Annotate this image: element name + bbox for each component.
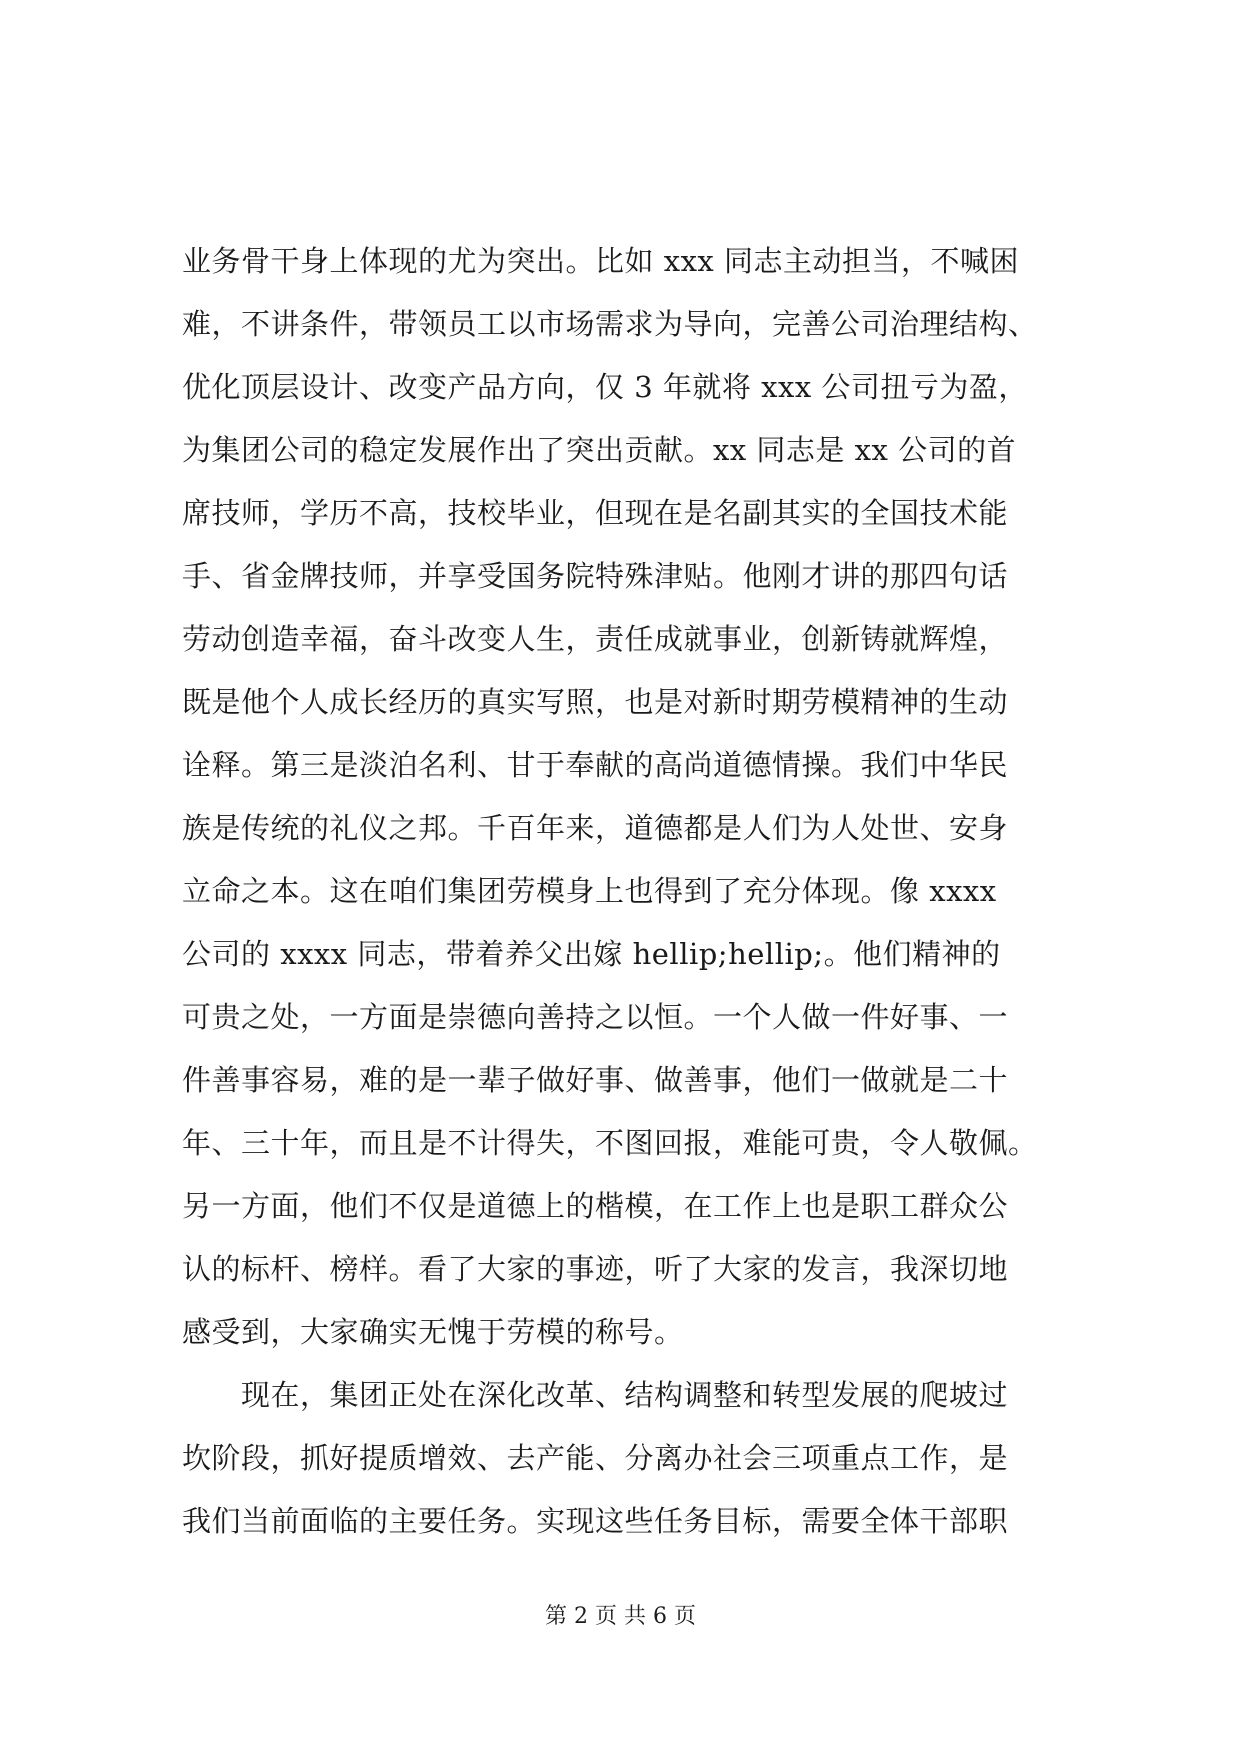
text-line: 难，不讲条件，带领员工以市场需求为导向，完善公司治理结构、 (182, 307, 1038, 341)
text-line: 坎阶段，抓好提质增效、去产能、分离办社会三项重点工作，是 (182, 1441, 1009, 1475)
text-line: 现在，集团正处在深化改革、结构调整和转型发展的爬坡过 (182, 1378, 1009, 1412)
body-text (182, 230, 1082, 1553)
text-line: 感受到，大家确实无愧于劳模的称号。 (182, 1315, 684, 1349)
text-line: 优化顶层设计、改变产品方向，仅 3 年就将 xxx 公司扭亏为盈， (182, 370, 1028, 404)
text-line: 劳动创造幸福，奋斗改变人生，责任成就事业，创新铸就辉煌， (182, 622, 1009, 656)
text-line: 族是传统的礼仪之邦。千百年来，道德都是人们为人处世、安身 (182, 811, 1009, 845)
text-line: 年、三十年，而且是不计得失，不图回报，难能可贵，令人敬佩。 (182, 1126, 1038, 1160)
text-line: 件善事容易，难的是一辈子做好事、做善事，他们一做就是二十 (182, 1063, 1009, 1097)
text-line: 为集团公司的稳定发展作出了突出贡献。xx 同志是 xx 公司的首 (182, 433, 1017, 467)
text-line: 我们当前面临的主要任务。实现这些任务目标，需要全体干部职 (182, 1504, 1009, 1538)
text-line: 可贵之处，一方面是崇德向善持之以恒。一个人做一件好事、一 (182, 1000, 1009, 1034)
text-line: 既是他个人成长经历的真实写照，也是对新时期劳模精神的生动 (182, 685, 1009, 719)
page-footer: 第 2 页 共 6 页 (545, 1604, 696, 1629)
text-line: 立命之本。这在咱们集团劳模身上也得到了充分体现。像 xxxx (182, 874, 997, 908)
text-line: 另一方面，他们不仅是道德上的楷模，在工作上也是职工群众公 (182, 1189, 1009, 1223)
text-line: 认的标杆、榜样。看了大家的事迹，听了大家的发言，我深切地 (182, 1252, 1009, 1286)
text-line: 业务骨干身上体现的尤为突出。比如 xxx 同志主动担当，不喊困 (182, 244, 1020, 278)
text-line: 公司的 xxxx 同志，带着养父出嫁 hellip;hellip;。他们精神的 (182, 937, 1001, 971)
text-line: 诠释。第三是淡泊名利、甘于奉献的高尚道德情操。我们中华民 (182, 748, 1009, 782)
text-line: 手、省金牌技师，并享受国务院特殊津贴。他刚才讲的那四句话 (182, 559, 1009, 593)
text-line: 席技师，学历不高，技校毕业，但现在是名副其实的全国技术能 (182, 496, 1009, 530)
